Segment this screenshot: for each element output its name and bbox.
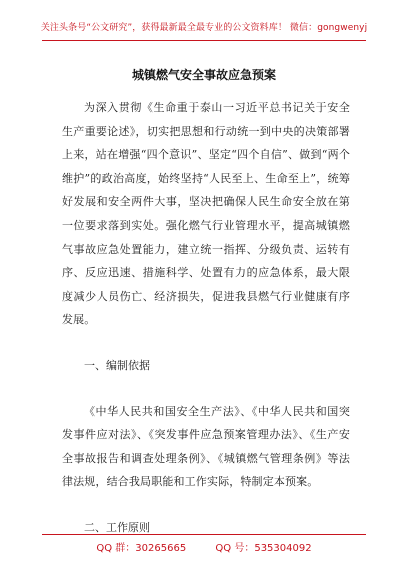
intro-paragraph: 为深入贯彻《生命重于泰山一习近平总书记关于安全生产重要论述》，切实把思想和行动统一到中央的决策部署上来，站在增强“四个意识”、坚定“四个自信”、做到“两个维护”的政治高度，始终坚持“人民至上、生命至上”，统筹好发展和安全两件大事，坚决把确保人民生命安全放在第一位要求落到实处。强化燃气行业管理水平，提高城镇燃气事故应急处置能力，建立统一指挥、分级负责、运转有序、反应迅速、措施科学、处置有力的应急体系，最大限度减少人员伤亡、经济损失，促进我县燃气行业健康有序发展。	[62, 101, 350, 327]
footer-qq-number: QQ 号：535304092	[215, 543, 312, 554]
footer-qq-group: QQ 群：30265665	[96, 543, 187, 554]
header-divider	[42, 40, 366, 41]
basis-paragraph: 《中华人民共和国安全生产法》、《中华人民共和国突发事件应对法》、《突发事件应急预案管理办法》、《生产安全事故报告和调查处理条例》、《城镇燃气管理条例》等法律法规，结合我局职能和工作实际，特制定本预案。	[62, 404, 350, 489]
footer-contact	[0, 539, 408, 554]
document-title: 城镇燃气安全事故应急预案	[131, 68, 276, 82]
section-heading-principles: 二、工作原则	[84, 520, 150, 534]
document-body	[62, 96, 350, 540]
section-heading-basis: 一、编制依据	[84, 358, 150, 372]
header-banner: 关注头条号“公文研究”，获得最新最全最专业的公文资料库！ 微信：gongwenyj	[40, 23, 368, 33]
footer-divider	[42, 534, 366, 535]
